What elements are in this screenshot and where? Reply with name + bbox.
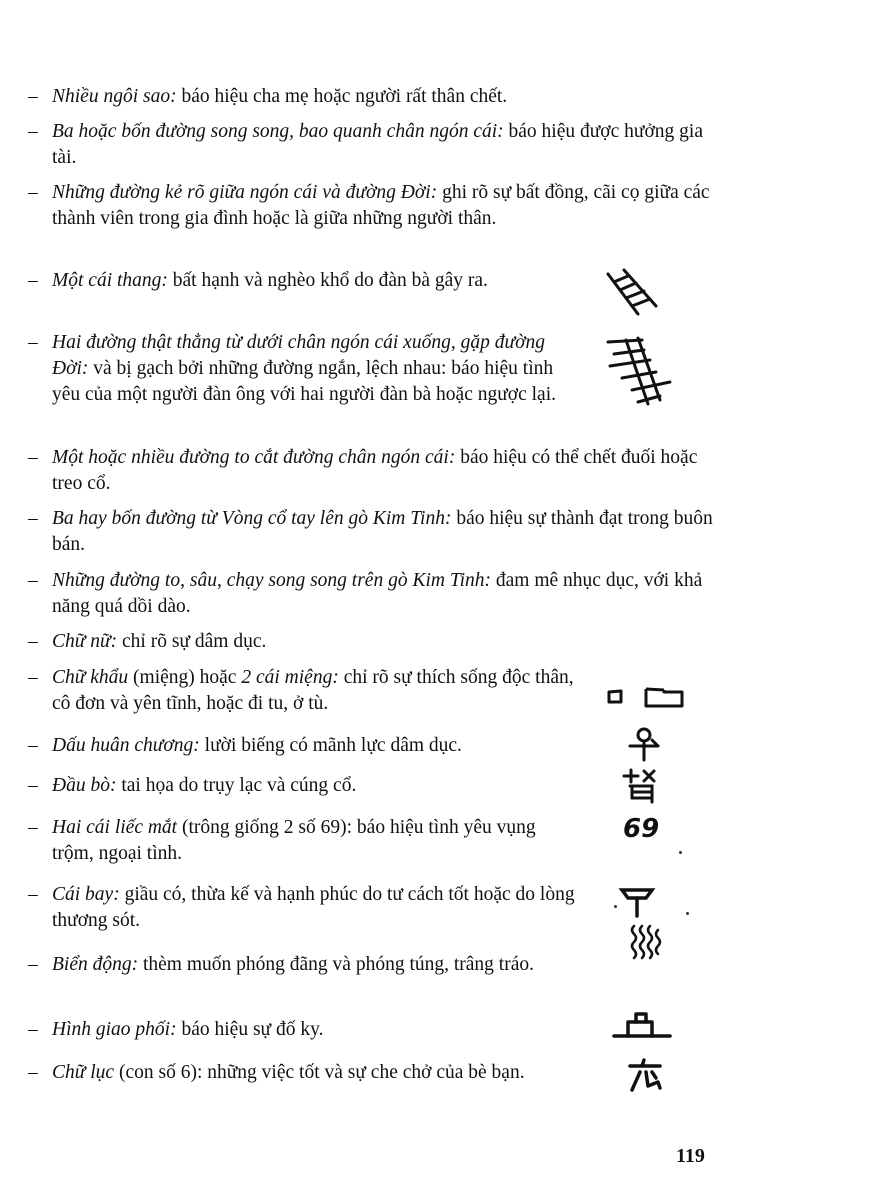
wave-icon bbox=[628, 924, 668, 960]
medal-icon bbox=[626, 726, 662, 762]
entry-15 bbox=[28, 952, 577, 978]
entry-text: giầu có, thừa kế và hạnh phúc do tư cách tốt hoặc do lòng thương sót. bbox=[52, 884, 575, 931]
entry-term: Chữ lục bbox=[52, 1062, 115, 1083]
entry-13 bbox=[28, 815, 577, 867]
entry-text: chỉ rõ sự thích sống độc thân, cô đơn và yên tĩnh, hoặc đi tu, ở tù. bbox=[52, 667, 574, 714]
entry-term: Một hoặc nhiều đường to cắt đường chân ngón cái: bbox=[52, 447, 456, 468]
entry-term: Ba hay bốn đường từ Vòng cổ tay lên gò Kim Tinh: bbox=[52, 508, 452, 529]
dash: – bbox=[28, 775, 38, 796]
entry-8 bbox=[28, 568, 732, 620]
entry-term: Đầu bò: bbox=[52, 775, 117, 796]
entry-6 bbox=[28, 445, 732, 497]
entry-term: Những đường kẻ rõ giữa ngón cái và đường Đời: bbox=[52, 182, 438, 203]
entry-7 bbox=[28, 506, 732, 558]
dash: – bbox=[28, 954, 38, 975]
ladder-icon bbox=[604, 268, 664, 318]
entry-text: (trông giống 2 số 69): báo hiệu tình yêu vụng trộm, ngoại tình. bbox=[52, 817, 536, 864]
entry-term: Chữ nữ: bbox=[52, 631, 118, 652]
dash: – bbox=[28, 631, 38, 652]
dash: – bbox=[28, 570, 38, 591]
page-number: 119 bbox=[676, 1145, 705, 1167]
entry-term: Cái bay: bbox=[52, 884, 120, 905]
entry-text: báo hiệu sự thành đạt trong buôn bán. bbox=[52, 508, 713, 555]
dash: – bbox=[28, 508, 38, 529]
entry-1 bbox=[28, 84, 732, 110]
trowel-icon bbox=[618, 884, 658, 918]
speck bbox=[679, 851, 682, 854]
entry-term: Hai đường thật thẳng từ dưới chân ngón cái xuống, gặp đường Đời: bbox=[52, 332, 545, 379]
six-character-icon bbox=[626, 1058, 666, 1094]
entry-text: ghi rõ sự bất đồng, cãi cọ giữa các thành viên trong gia đình hoặc là giữa những người thân. bbox=[52, 182, 710, 229]
entry-mid: (miệng) hoặc bbox=[128, 667, 242, 688]
entry-term-2: 2 cái miệng: bbox=[241, 667, 339, 688]
entry-16 bbox=[28, 1017, 577, 1043]
crossed-lines-icon bbox=[604, 336, 676, 408]
entry-term: Ba hoặc bốn đường song song, bao quanh chân ngón cái: bbox=[52, 121, 504, 142]
entry-text: đam mê nhục dục, với khả năng quá dồi dào. bbox=[52, 570, 703, 617]
dash: – bbox=[28, 884, 38, 905]
entry-text: lười biếng có mãnh lực dâm dục. bbox=[199, 735, 462, 756]
entry-10 bbox=[28, 665, 577, 717]
entry-text: và bị gạch bởi những đường ngắn, lệch nhau: báo hiệu tình yêu của một người đàn ông với hai người đàn bà hoặc ngược lại. bbox=[52, 358, 557, 405]
speck bbox=[686, 912, 689, 915]
dash: – bbox=[28, 270, 38, 291]
ox-head-icon bbox=[622, 768, 662, 804]
sixty-nine-icon: 69 bbox=[623, 814, 660, 844]
dash: – bbox=[28, 1019, 38, 1040]
entry-text: báo hiệu cha mẹ hoặc người rất thân chết. bbox=[176, 86, 508, 107]
entry-text: (con số 6): những việc tốt và sự che chở của bè bạn. bbox=[114, 1062, 525, 1083]
entry-text: báo hiệu có thể chết đuối hoặc treo cổ. bbox=[52, 447, 698, 494]
entry-12 bbox=[28, 773, 577, 799]
entry-4 bbox=[28, 268, 577, 294]
entry-term: Những đường to, sâu, chạy song song trên gò Kim Tinh: bbox=[52, 570, 492, 591]
dash: – bbox=[28, 447, 38, 468]
entry-text: báo hiệu sự đố ky. bbox=[176, 1019, 324, 1040]
dash: – bbox=[28, 667, 38, 688]
copulation-icon bbox=[612, 1010, 672, 1040]
entry-5 bbox=[28, 330, 577, 408]
dash: – bbox=[28, 1062, 38, 1083]
entry-text: bất hạnh và nghèo khổ do đàn bà gây ra. bbox=[167, 270, 488, 291]
dash: – bbox=[28, 817, 38, 838]
entry-term: Chữ khẩu bbox=[52, 667, 129, 688]
entry-3 bbox=[28, 180, 732, 232]
dash: – bbox=[28, 332, 38, 353]
entry-14 bbox=[28, 882, 577, 934]
entry-9 bbox=[28, 629, 732, 655]
entry-term: Hai cái liếc mắt bbox=[52, 817, 178, 838]
dash: – bbox=[28, 182, 38, 203]
entry-text: tai họa do trụy lạc và cúng cổ. bbox=[116, 775, 357, 796]
entry-text: thèm muốn phóng đãng và phóng túng, trâng tráo. bbox=[138, 954, 535, 975]
entry-11 bbox=[28, 733, 577, 759]
entry-term: Dấu huân chương: bbox=[52, 735, 200, 756]
dash: – bbox=[28, 86, 38, 107]
entry-17 bbox=[28, 1060, 577, 1086]
entry-term: Hình giao phối: bbox=[52, 1019, 177, 1040]
dash: – bbox=[28, 121, 38, 142]
entry-term: Một cái thang: bbox=[52, 270, 168, 291]
entry-text: báo hiệu được hưởng gia tài. bbox=[52, 121, 703, 168]
entry-text: chỉ rõ sự dâm dục. bbox=[117, 631, 267, 652]
entry-2 bbox=[28, 119, 732, 171]
mouth-squares-icon bbox=[606, 686, 686, 710]
entry-term: Biển động: bbox=[52, 954, 139, 975]
speck bbox=[614, 905, 617, 908]
entry-term: Nhiều ngôi sao: bbox=[52, 86, 177, 107]
dash: – bbox=[28, 735, 38, 756]
